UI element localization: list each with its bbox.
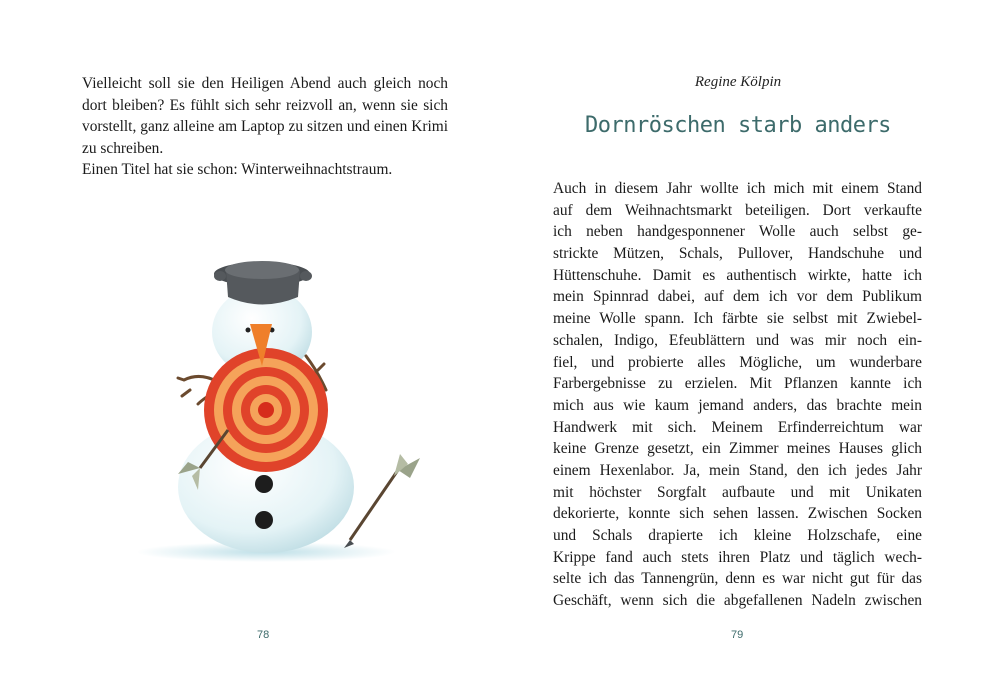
body-line: Krippe fand auch stets ihren Platz und täglich wech- [553,548,922,566]
body-line: fiel, und probierte alles Mögliche, um wunderbare [553,353,922,371]
snowman-button-2 [255,511,273,529]
pot-hat [214,261,312,305]
body-line: mich aus wie kaum jemand anders, das brachte mein [553,396,922,414]
body-line: schalen, Indigo, Efeublättern und was mir noch ein- [553,331,922,349]
body-line: Handwerk mit sich. Meinem Erfinderreichtum war [553,418,922,436]
page-number-left: 78 [257,629,270,641]
snowman-eye-left [246,328,251,333]
body-line: strickte Mützen, Schals, Pullover, Handschuhe und [553,245,922,263]
page-number-right: 79 [731,629,744,641]
body-line: Geschäft, wenn sich die abgefallenen Nadeln zwischen [553,592,922,610]
target-board [204,348,328,472]
body-line: Farbergebnisse zu erzielen. Mit Pflanzen kannte ich [553,375,922,393]
snowman-with-target-illustration [138,232,428,572]
body-line: auf dem Weihnachtsmarkt beteiligen. Dort verkaufte [553,201,922,219]
arrow-in-snow [344,454,420,548]
story-body [553,178,922,612]
body-line: Auch in diesem Jahr wollte ich mich mit einem Stand [553,180,922,197]
body-line: meine Wolle spann. Ich färbte sie selbst mit Zwiebel- [553,310,922,328]
body-line: und Schals drapierte ich kleine Holzschafe, eine [553,527,922,544]
body-line: selte ich das Tannengrün, denn es war nicht gut für das [553,570,922,588]
story-title: Dornröschen starb anders [585,113,891,138]
body-line: dekorierte, konnte sich sehen lassen. Zwischen Socken [553,505,922,523]
left-paragraph-1: Vielleicht soll sie den Heiligen Abend auch gleich noch dort bleiben? Es fühlt sich sehr reizvoll an, wenn sie sich vorstellt, ganz alleine am Laptop zu sitzen und einen Krimi zu schreiben. [82,75,448,157]
author-name: Regine Kölpin [694,74,782,90]
body-line: ich neben handgesponnener Wolle auch selbst ge- [553,223,922,241]
left-page-text [82,73,448,181]
body-line: keine Grenze gesetzt, ein Zimmer meines Hauses glich [553,440,922,458]
body-line: mit höchster Sorgfalt aufbaute und mit Unikaten [553,483,922,501]
body-line: einem Hexenlabor. Ja, mein Stand, den ich jedes Jahr [553,461,922,479]
snowman-button-1 [255,475,273,493]
left-paragraph-2: Einen Titel hat sie schon: Winterweihnachtstraum. [82,161,393,179]
right-page [500,0,1000,679]
body-line: Hüttenschuhe. Damit es authentisch wirkte, hatte ich [553,266,922,284]
body-line: mein Spinnrad dabei, auf dem ich vor dem Publikum [553,288,922,306]
